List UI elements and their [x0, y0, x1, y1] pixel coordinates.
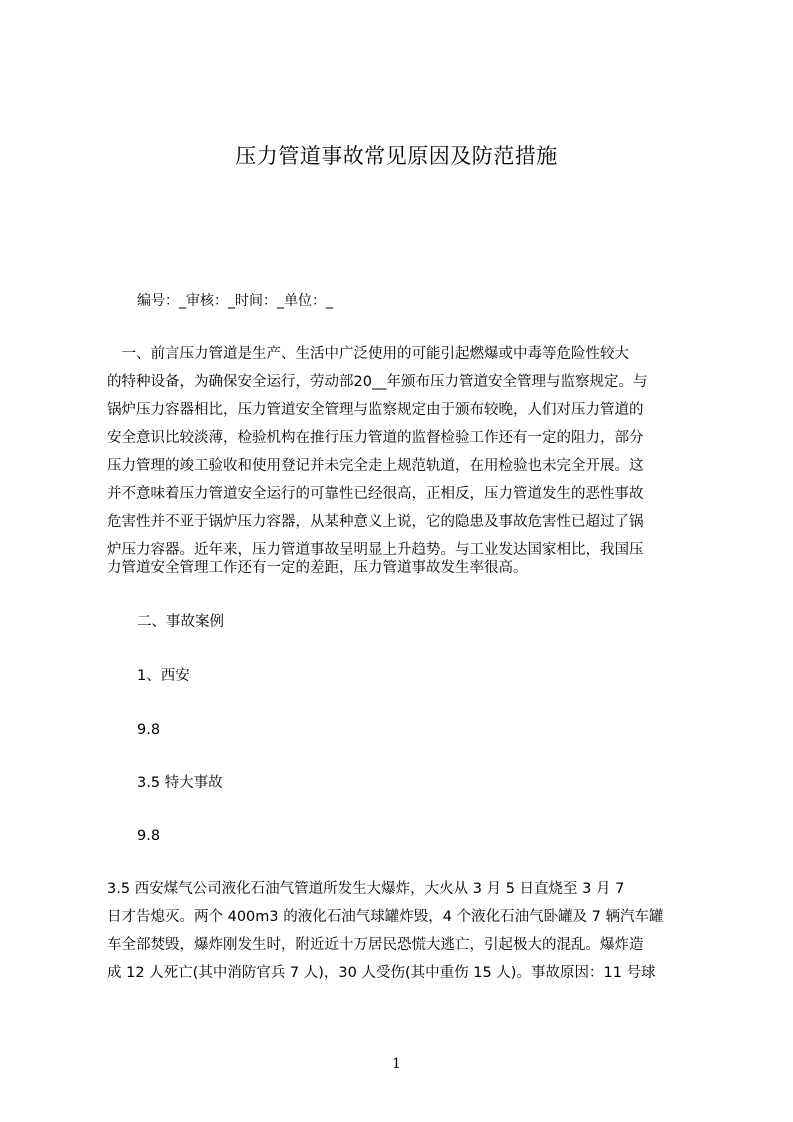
document-title: 压力管道事故常见原因及防范措施: [235, 144, 558, 168]
document-meta-line: 编号：_审核：_时间：_单位：_: [137, 293, 333, 309]
case-number: 9.8: [137, 828, 161, 844]
case-line: 3.5 西安煤气公司液化石油气管道所发生大爆炸，大火从 3 月 5 日直烧至 3 月 7: [107, 881, 625, 897]
section-heading-cases: 二、事故案例: [137, 614, 224, 630]
intro-line: 并不意味着压力管道安全运行的可靠性已经很高，正相反，压力管道发生的恶性事故: [107, 486, 644, 502]
case-line: 日才告熄灭。两个 400m3 的液化石油气球罐炸毁，4 个液化石油气卧罐及 7 辆汽车罐: [107, 909, 664, 925]
case-heading-xian: 1、西安: [137, 668, 190, 684]
intro-line: 危害性并不亚于锅炉压力容器，从某种意义上说，它的隐患及事故危害性已超过了锅: [107, 514, 644, 530]
case-number: 9.8: [137, 722, 161, 738]
case-line: 车全部焚毁，爆炸刚发生时，附近近十万居民恐慌大逃亡，引起极大的混乱。爆炸造: [107, 937, 644, 953]
intro-line: 力管道安全管理工作还有一定的差距，压力管道事故发生率很高。: [107, 560, 528, 576]
page-number: 1: [392, 1056, 401, 1072]
intro-line: 安全意识比较淡薄，检验机构在推行压力管道的监督检验工作还有一定的阻力，部分: [107, 430, 644, 446]
intro-line: 炉压力容器。近年来，压力管道事故呈明显上升趋势。与工业发达国家相比，我国压: [107, 542, 644, 558]
case-line: 成 12 人死亡(其中消防官兵 7 人)，30 人受伤(其中重伤 15 人)。事故原因：11 号球: [107, 965, 656, 981]
intro-line: 的特种设备，为确保安全运行，劳动部20__年颁布压力管道安全管理与监察规定。与: [107, 374, 648, 390]
intro-line: 压力管理的竣工验收和使用登记并未完全走上规范轨道，在用检验也未完全开展。这: [107, 458, 644, 474]
intro-line: 一、前言压力管道是生产、生活中广泛使用的可能引起燃爆或中毒等危险性较大: [107, 346, 629, 362]
event-heading: 3.5 特大事故: [137, 775, 223, 791]
intro-line: 锅炉压力容器相比，压力管道安全管理与监察规定由于颁布较晚，人们对压力管道的: [107, 402, 644, 418]
